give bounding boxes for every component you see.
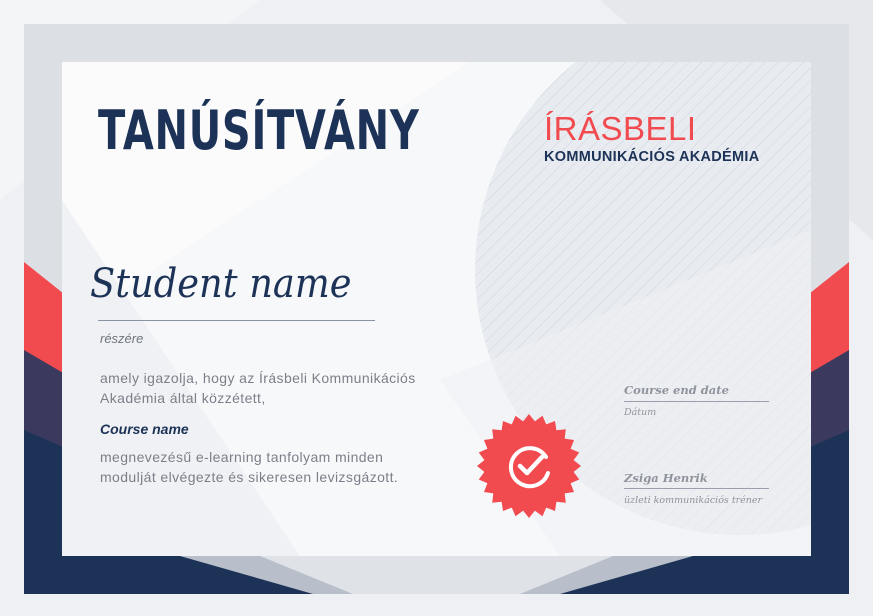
student-name: Student name <box>90 261 352 307</box>
course-name: Course name <box>100 421 189 437</box>
date-signature-line <box>624 401 769 402</box>
trainer-name: Zsiga Henrik <box>624 471 708 485</box>
course-end-date: Course end date <box>624 383 729 397</box>
trainer-signature-line <box>624 488 769 489</box>
recipient-label: részére <box>100 331 144 346</box>
brand-name-top: ÍRÁSBELI <box>544 110 697 147</box>
body-text-intro: amely igazolja, hogy az Írásbeli Kommunikációs Akadémia által közzétett, <box>100 370 416 406</box>
trainer-role: üzleti kommunikációs tréner <box>624 495 763 506</box>
student-name-underline <box>98 320 375 321</box>
seal-badge <box>476 413 582 519</box>
brand-name-bottom: KOMMUNIKÁCIÓS AKADÉMIA <box>544 149 760 165</box>
body-text-completion: megnevezésű e-learning tanfolyam minden modulját elvégezte és sikeresen levizsgázott. <box>100 449 399 485</box>
certificate-title: TANÚSÍTVÁNY <box>98 99 420 162</box>
date-label: Dátum <box>624 407 657 418</box>
